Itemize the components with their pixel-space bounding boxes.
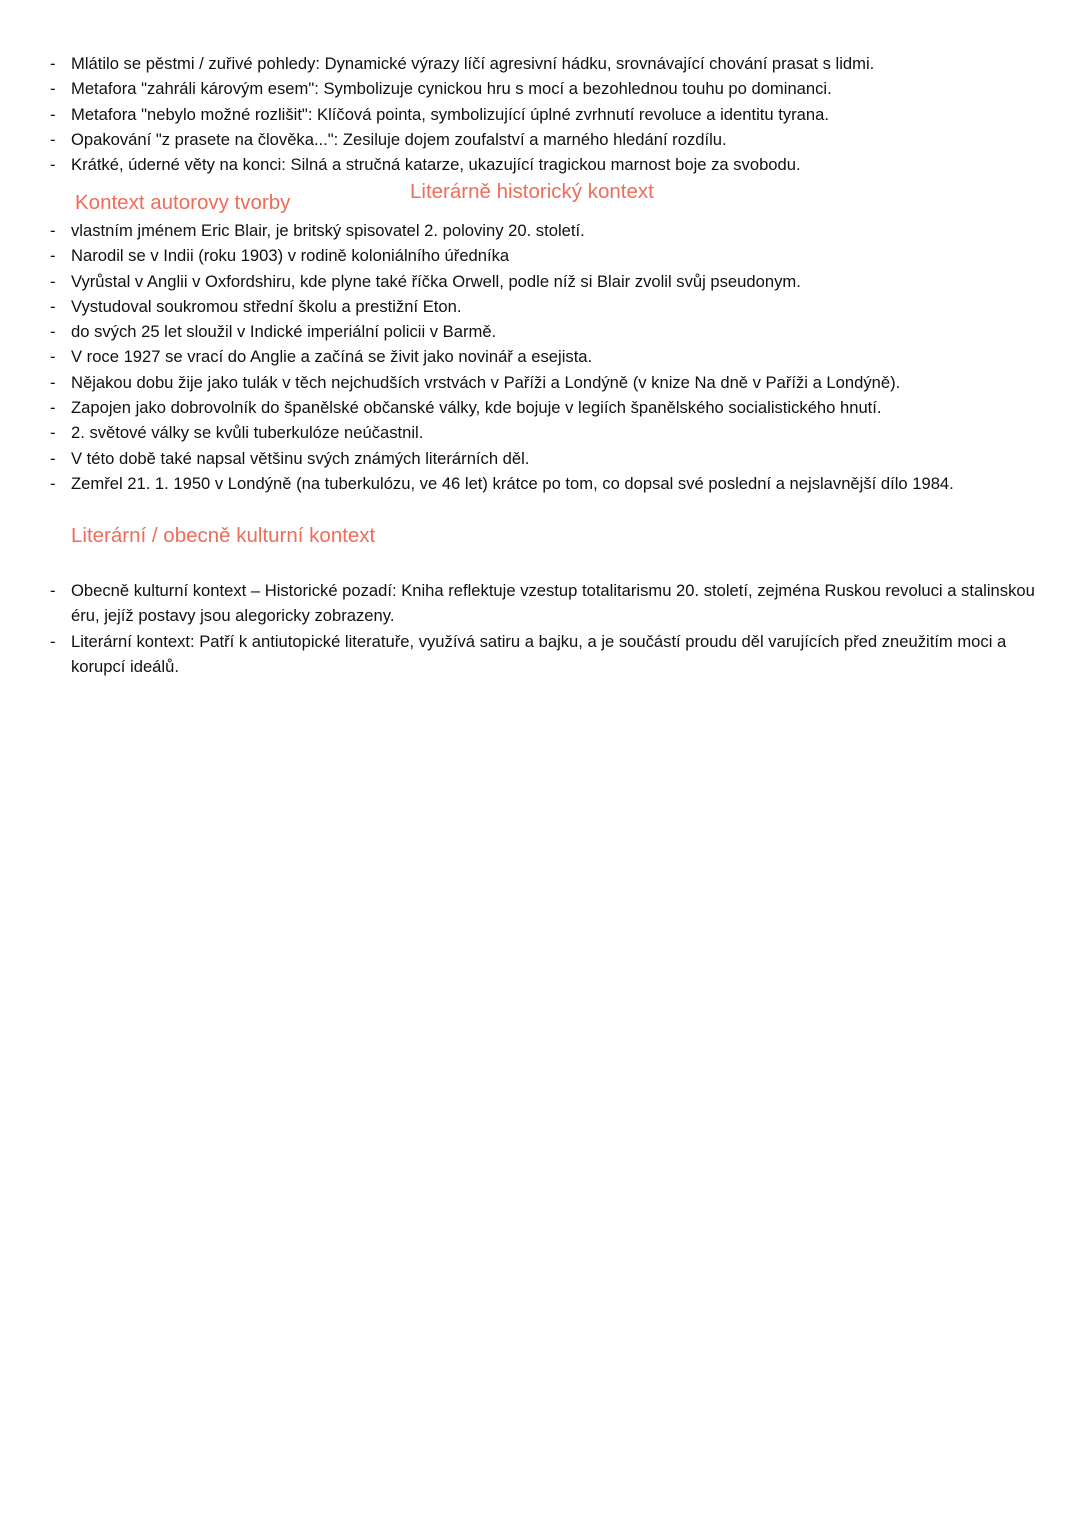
bullet-dash: - bbox=[50, 473, 56, 493]
list-item-text: Narodil se v Indii (roku 1903) v rodině koloniálního úředníka bbox=[71, 246, 510, 266]
historical-context-heading: Literárně historický kontext bbox=[410, 180, 654, 203]
bullet-dash: - bbox=[50, 398, 56, 418]
author-context-heading: Kontext autorovy tvorby bbox=[75, 191, 291, 214]
list-item-text: Opakování "z prasete na člověka...": Zesiluje dojem zoufalství a marného hledání rozdílu. bbox=[71, 129, 727, 149]
bullet-dash: - bbox=[50, 155, 56, 175]
list-item-text: Vyrůstal v Anglii v Oxfordshiru, kde plyne také říčka Orwell, podle níž si Blair zvolil svůj pseudonym. bbox=[71, 271, 801, 291]
list-item bbox=[50, 76, 1040, 101]
stylistic-devices-list bbox=[50, 51, 1040, 177]
list-item bbox=[50, 578, 1040, 629]
list-item bbox=[50, 344, 1040, 369]
bullet-dash: - bbox=[50, 246, 56, 266]
list-item-text: Mlátilo se pěstmi / zuřivé pohledy: Dynamické výrazy líčí agresivní hádku, srovnávající chování prasat s lidmi. bbox=[71, 54, 875, 73]
list-item bbox=[50, 152, 1040, 177]
list-item-text: V této době také napsal většinu svých známých literárních děl. bbox=[71, 448, 530, 468]
list-item bbox=[50, 294, 1040, 319]
list-item bbox=[50, 395, 1040, 420]
bullet-dash: - bbox=[50, 54, 56, 73]
cultural-context-heading: Literární / obecně kulturní kontext bbox=[71, 524, 376, 547]
list-item-text: V roce 1927 se vrací do Anglie a začíná se živit jako novinář a esejista. bbox=[71, 347, 593, 367]
author-context-list bbox=[50, 218, 1040, 496]
bullet-dash: - bbox=[50, 372, 56, 392]
list-item bbox=[50, 471, 1040, 496]
bullet-dash: - bbox=[50, 631, 56, 651]
bullet-dash: - bbox=[50, 347, 56, 367]
bullet-dash: - bbox=[50, 581, 56, 600]
list-item bbox=[50, 319, 1040, 344]
list-item-text: vlastním jménem Eric Blair, je britský spisovatel 2. poloviny 20. století. bbox=[71, 221, 585, 240]
list-item bbox=[50, 269, 1040, 294]
list-item-text: Krátké, úderné věty na konci: Silná a stručná katarze, ukazující tragickou marnost boje za svobodu. bbox=[71, 155, 801, 175]
list-item-text: do svých 25 let sloužil v Indické imperiální policii v Barmě. bbox=[71, 322, 497, 342]
list-item-text: Zapojen jako dobrovolník do španělské občanské války, kde bojuje v legiích španělského socialistického hnutí. bbox=[71, 398, 882, 418]
list-item bbox=[50, 218, 1040, 243]
list-item bbox=[50, 420, 1040, 445]
list-item-text: Metafora "zahráli károvým esem": Symbolizuje cynickou hru s mocí a bezohlednou touhu po dominanci. bbox=[71, 79, 832, 99]
list-item-text: Metafora "nebylo možné rozlišit": Klíčová pointa, symbolizující úplné zvrhnutí revoluce a identitu tyrana. bbox=[71, 104, 829, 124]
list-item bbox=[50, 446, 1040, 471]
cultural-context-list bbox=[50, 578, 1040, 679]
bullet-dash: - bbox=[50, 271, 56, 291]
list-item-text: 2. světové války se kvůli tuberkulóze neúčastnil. bbox=[71, 423, 424, 443]
bullet-dash: - bbox=[50, 423, 56, 443]
list-item bbox=[50, 629, 1040, 680]
list-item bbox=[50, 102, 1040, 127]
list-item bbox=[50, 51, 1040, 76]
list-item-text: Zemřel 21. 1. 1950 v Londýně (na tuberkulózu, ve 46 let) krátce po tom, co dopsal své poslední a nejslavnější dílo 1984. bbox=[71, 473, 954, 493]
bullet-dash: - bbox=[50, 322, 56, 342]
bullet-dash: - bbox=[50, 448, 56, 468]
bullet-dash: - bbox=[50, 221, 56, 240]
list-item-text: Nějakou dobu žije jako tulák v těch nejchudších vrstvách v Paříži a Londýně (v knize Na dně v Paříži a Londýně). bbox=[71, 372, 901, 392]
bullet-dash: - bbox=[50, 79, 56, 99]
bullet-dash: - bbox=[50, 104, 56, 124]
list-item-text: Vystudoval soukromou střední školu a prestižní Eton. bbox=[71, 296, 462, 316]
list-item-text: Obecně kulturní kontext – Historické pozadí: Kniha reflektuje vzestup totalitarismu 20. století, zejména Ruskou revoluci a stalinskou éru, jejíž postavy jsou alegoricky zobrazeny. bbox=[71, 581, 1035, 626]
list-item-text: Literární kontext: Patří k antiutopické literatuře, využívá satiru a bajku, a je součástí proudu děl varujících před zneužitím moci a korupcí ideálů. bbox=[71, 631, 1007, 676]
list-item bbox=[50, 370, 1040, 395]
bullet-dash: - bbox=[50, 129, 56, 149]
list-item bbox=[50, 127, 1040, 152]
bullet-dash: - bbox=[50, 296, 56, 316]
list-item bbox=[50, 243, 1040, 268]
